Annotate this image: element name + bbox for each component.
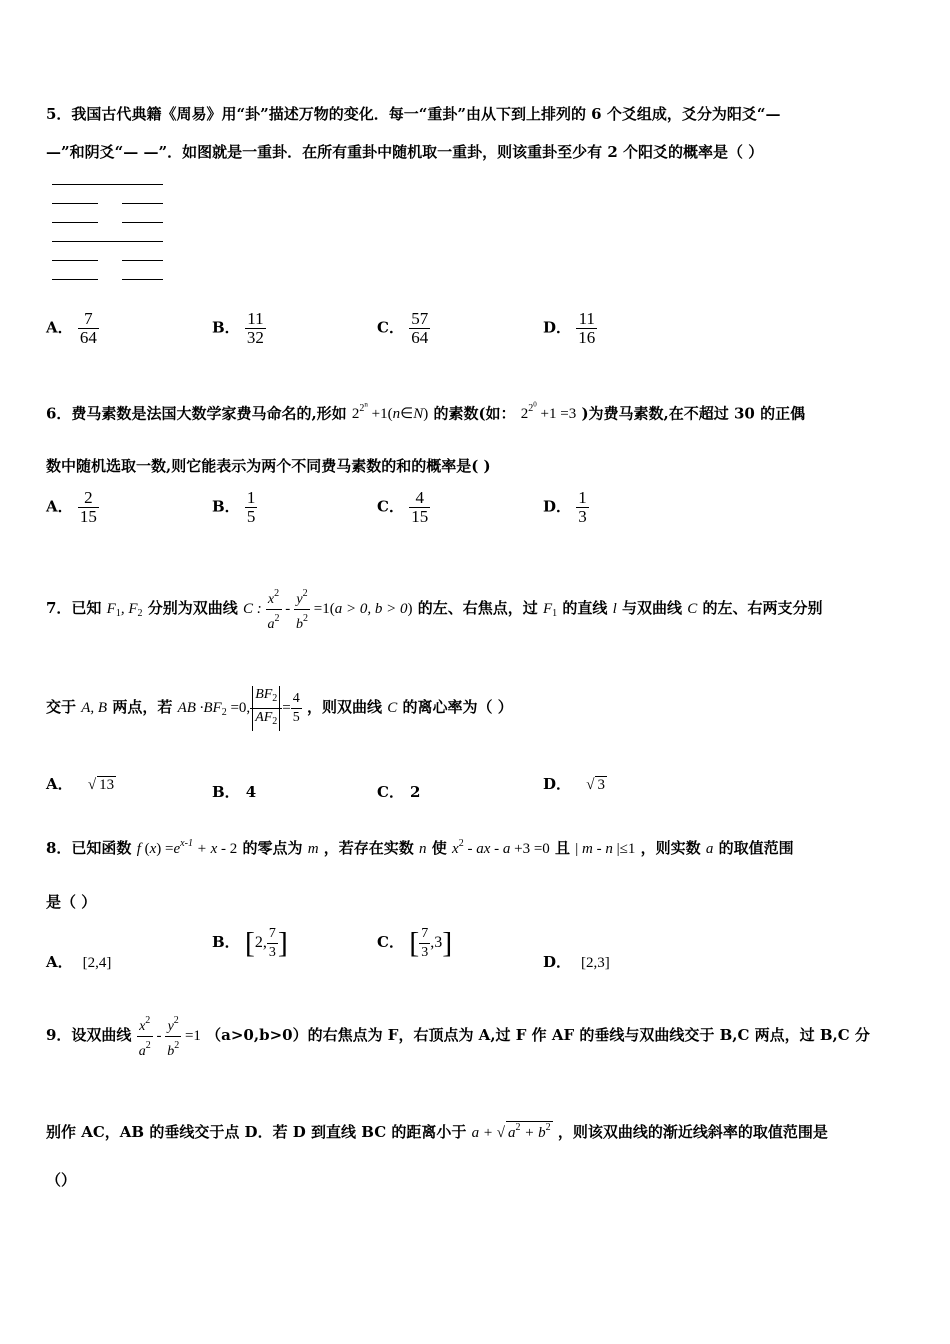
q5-line2: —”和阴爻“— —”．如图就是一重卦．在所有重卦中随机取一重卦，则该重卦至少有 2 个阳爻的概率是（ ）: [46, 143, 764, 161]
q6-option-b[interactable]: B． $\frac{1}{5}$: [212, 488, 256, 526]
fermat-formula: $2^{2^n}$ +1(n∈N): [351, 401, 429, 423]
hyperbola-equation: C : $\frac{x^2}{a^2}$ - $\frac{y^2}{b^2}$ =1(a > 0, b > 0): [243, 601, 412, 617]
yin-line-left: [52, 203, 98, 204]
q8-option-d[interactable]: D． [2,3]: [543, 953, 610, 971]
yin-line-left: [52, 260, 98, 261]
curve-c: C: [387, 699, 398, 716]
q5-line1: 5．我国古代典籍《周易》用“卦”描述万物的变化．每一“重卦”由从下到上排列的 6 个爻组成，爻分为阳爻“—: [46, 105, 781, 123]
q5-option-c[interactable]: C． $\frac{57}{64}$: [377, 309, 429, 347]
q6-option-c[interactable]: C． $\frac{4}{15}$: [377, 488, 429, 526]
q6-option-d[interactable]: D． $\frac{1}{3}$: [543, 488, 587, 526]
q7-option-b[interactable]: B． 4: [212, 783, 257, 801]
q7-option-c[interactable]: C． 2: [377, 783, 421, 801]
vector-condition: AB $\cdot BF_2 =0$, $\frac{BF_2}{AF_2}$ = $\frac{4}{5}$: [178, 700, 302, 716]
fermat-example: $2^{2^0} +1 =3$: [520, 401, 577, 423]
q8-line1: 8．已知函数 f $(x) =e^{x-1} + x - 2$ 的零点为 m ，若存在实数 n 使 $x^2$ - ax - a +3 =0 且 | m - n |≤1 ，则实数 a 的取值范围: [46, 838, 794, 857]
q8-option-b[interactable]: B． [2, $\frac{7}{3}$ ]: [212, 926, 288, 960]
function-f: f $(x) =e^{x-1} + x - 2$: [136, 838, 238, 857]
equation-quadratic: $x^2$ - ax - a +3 =0: [452, 838, 550, 857]
q8-option-a[interactable]: A． [2,4]: [46, 953, 112, 971]
yin-line-left: [52, 222, 98, 223]
var-n: n: [419, 841, 427, 857]
distance-expression: a + √ $a^2 + b^2$: [471, 1122, 551, 1141]
points-a-b: A, B: [81, 699, 108, 716]
line-l: l: [612, 600, 617, 617]
q6-line1: 6．费马素数是法国大数学家费马命名的,形如 $2^{2^n}$ +1(n∈N) 的素数(如： $2^{2^0} +1 =3$ )为费马素数,在不超过 30 的正偶: [46, 401, 806, 423]
yang-line: [52, 184, 163, 185]
abs-condition: | m - n |≤1: [575, 841, 636, 857]
var-m: m: [307, 841, 319, 857]
q5-option-b[interactable]: B． $\frac{11}{32}$: [212, 309, 264, 347]
q8-option-c[interactable]: C． [ $\frac{7}{3}$ ,3]: [377, 926, 453, 960]
focus-f1: $F_1$: [542, 600, 558, 619]
curve-c: C: [687, 600, 698, 617]
foci-f1-f2: $F_1$, $F_2$: [106, 600, 143, 619]
yin-line-left: [52, 279, 98, 280]
var-a: a: [705, 841, 714, 857]
hyperbola-equation: $\frac{x^2}{a^2}$ - $\frac{y^2}{b^2}$ =1: [137, 1028, 201, 1044]
q6-option-a[interactable]: A． $\frac{2}{15}$: [46, 488, 97, 526]
yin-line-right: [122, 203, 163, 204]
yin-line-right: [122, 222, 163, 223]
q5-option-d[interactable]: D． $\frac{11}{16}$: [543, 309, 596, 347]
q9-line1: 9．设双曲线 $\frac{x^2}{a^2}$ - $\frac{y^2}{b^2}$ =1 （a>0,b>0）的右焦点为 F，右顶点为 A,过 F 作 AF 的垂线与双曲线交于 B,C 两点，过 B,C 分: [46, 1012, 870, 1061]
q7-option-d[interactable]: D． √ 3: [543, 775, 605, 793]
yin-line-right: [122, 260, 163, 261]
yin-line-right: [122, 279, 163, 280]
q6-line2: 数中随机选取一数,则它能表示为两个不同费马素数的和的概率是( ): [46, 457, 491, 475]
q7-option-a[interactable]: A． √ 13: [46, 775, 115, 793]
q7-line2: 交于 A, B 两点，若 AB $\cdot BF_2 =0$, $\frac{BF_2}{AF_2}$ = $\frac{4}{5}$ ，则双曲线 C 的离心率为（ ）: [46, 686, 513, 731]
q9-line2: 别作 AC，AB 的垂线交于点 D．若 D 到直线 BC 的距离小于 a + √ $a^2 + b^2$ ，则该双曲线的渐近线斜率的取值范围是: [46, 1122, 828, 1141]
yang-line: [52, 241, 163, 242]
q9-line3: （）: [46, 1171, 77, 1189]
q8-line2: 是（ ）: [46, 893, 97, 911]
q5-option-a[interactable]: A． $\frac{7}{64}$: [46, 309, 97, 347]
q7-line1: 7．已知 $F_1$, $F_2$ 分别为双曲线 C : $\frac{x^2}{a^2}$ - $\frac{y^2}{b^2}$ =1(a > 0, b > 0) 的左、右焦点，过 $F_1$ 的直线 l 与双曲线 C 的左、右两支分别: [46, 585, 823, 634]
